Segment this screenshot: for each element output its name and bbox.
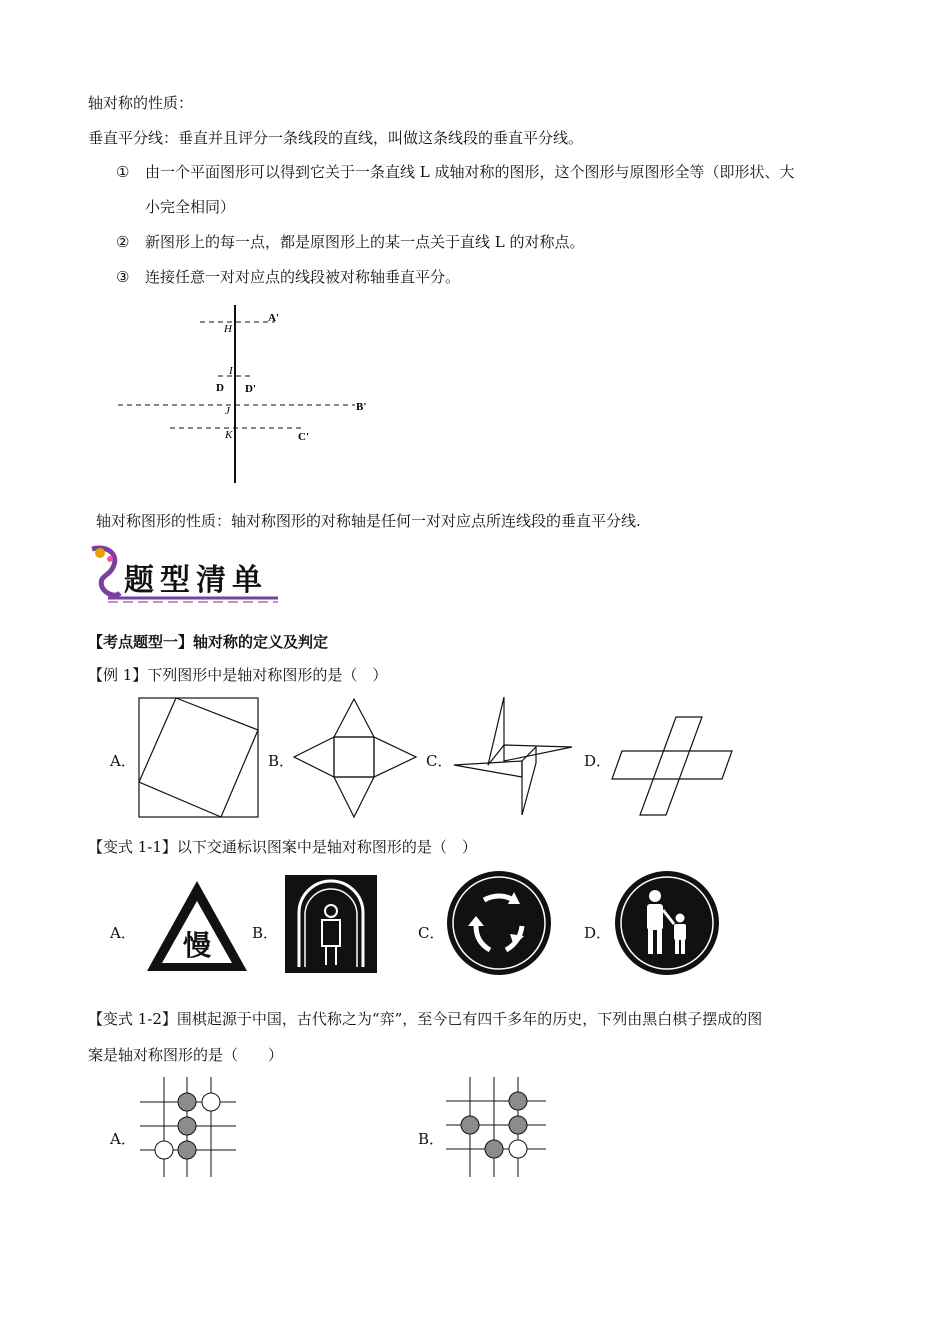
var11-option-d-label: D． xyxy=(584,924,612,942)
ex1-option-d-label: D． xyxy=(584,752,612,770)
label-i: I xyxy=(229,365,233,377)
label-a-prime: A' xyxy=(268,312,279,324)
label-d: D xyxy=(216,382,224,394)
item-1-line1: 由一个平面图形可以得到它关于一条直线 L 成轴对称的图形，这个图形与原图形全等（即形状、大 xyxy=(145,163,795,181)
item-3-line1: 连接任意一对对应点的线段被对称轴垂直平分。 xyxy=(145,268,461,286)
ex1-option-c-label: C． xyxy=(426,752,453,770)
var12-go-board-a xyxy=(140,1077,236,1177)
item-2-line1: 新图形上的每一点，都是原图形上的某一点关于直线 L 的对称点。 xyxy=(145,233,585,251)
ex1-option-b-label: B． xyxy=(268,752,295,770)
label-d-prime: D' xyxy=(245,383,256,395)
label-h: H xyxy=(224,323,232,335)
item-1-number: ① xyxy=(116,163,130,181)
example-1-stem: 【例 1】下列图形中是轴对称图形的是（ ） xyxy=(88,666,388,684)
label-j: J xyxy=(225,405,230,417)
variation-1-1-stem: 【变式 1-1】以下交通标识图案中是轴对称图形的是（ ） xyxy=(88,838,477,856)
definition-text: 垂直平分线：垂直并且评分一条线段的直线，叫做这条线段的垂直平分线。 xyxy=(88,129,584,147)
ex1-figure-c xyxy=(452,695,574,819)
variation-1-2-line2: 案是轴对称图形的是（ ） xyxy=(88,1046,284,1064)
item-3-number: ③ xyxy=(116,268,130,286)
var12-go-board-b xyxy=(446,1077,546,1177)
var11-option-b-label: B． xyxy=(252,924,279,942)
item-2-number: ② xyxy=(116,233,130,251)
var12-option-a-label: A． xyxy=(110,1130,136,1148)
ex1-figure-b xyxy=(292,697,418,819)
sign-slow-text: 慢 xyxy=(182,929,212,962)
ex1-option-a-label: A． xyxy=(110,752,136,770)
section-heading: 轴对称的性质： xyxy=(88,94,194,112)
label-b-prime: B' xyxy=(356,401,367,413)
ex1-figure-d xyxy=(610,715,734,817)
variation-1-2-line1: 【变式 1-2】围棋起源于中国，古代称之为“弈”，至今已有四千多年的历史，下列由黑白棋子摆成的图 xyxy=(88,1010,763,1028)
item-1-line2: 小完全相同） xyxy=(145,198,236,216)
label-k: K xyxy=(225,429,233,441)
banner-title: 题型清单 xyxy=(124,563,268,598)
label-c-prime: C' xyxy=(298,431,309,443)
var12-option-b-label: B． xyxy=(418,1130,445,1148)
var11-option-c-label: C． xyxy=(418,924,445,942)
var11-sign-roundabout xyxy=(446,870,552,976)
var11-sign-slow xyxy=(143,877,251,975)
var11-sign-walkway xyxy=(285,875,377,973)
symmetry-diagram xyxy=(110,300,390,490)
topic-1-title: 【考点题型一】轴对称的定义及判定 xyxy=(88,633,329,651)
property-text: 轴对称图形的性质：轴对称图形的对称轴是任何一对对应点所连线段的垂直平分线. xyxy=(96,512,641,530)
ex1-figure-a xyxy=(138,697,260,819)
var11-option-a-label: A． xyxy=(110,924,136,942)
var11-sign-pedestrians xyxy=(614,870,720,976)
